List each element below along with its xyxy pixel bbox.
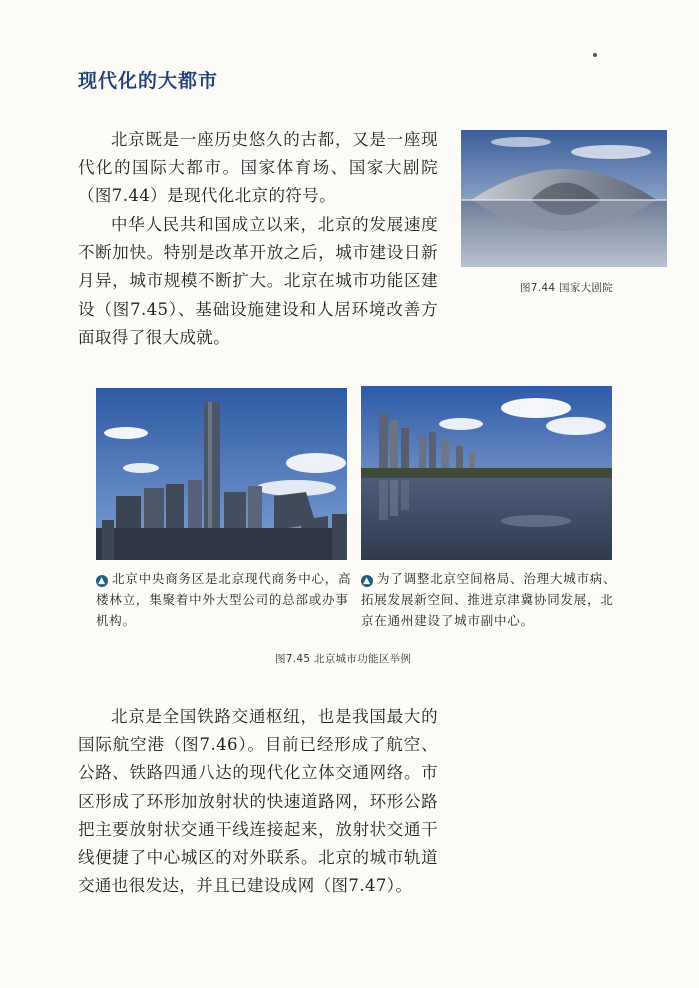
scan-speck bbox=[593, 53, 597, 57]
paragraph-development: 中华人民共和国成立以来，北京的发展速度不断加快。特别是改革开放之后，城市建设日新月异，城市规模不断扩大。北京在城市功能区建设（图7.45）、基础设施建设和人居环境改善方面取得了很大成就。 bbox=[78, 215, 438, 347]
figure-caption-7-45: 图7.45 北京城市功能区举例 bbox=[275, 653, 412, 665]
figure-caption-7-44: 图7.44 国家大剧院 bbox=[520, 282, 614, 294]
paragraph-intro: 北京既是一座历史悠久的古都，又是一座现代化的国际大都市。国家体育场、国家大剧院（图7.44）是现代化北京的符号。 bbox=[78, 130, 438, 206]
tongzhou-caption-text: 为了调整北京空间格局、治理大城市病、拓展发展新空间、推进京津冀协同发展，北京在通州建设了城市副中心。 bbox=[361, 571, 617, 628]
national-grand-theater-photo bbox=[461, 130, 667, 267]
paragraph-transport: 北京是全国铁路交通枢纽，也是我国最大的国际航空港（图7.46）。目前已经形成了航空、公路、铁路四通八达的现代化立体交通网络。市区形成了环形加放射状的快速道路网，环形公路把主要放射状交通干线连接起来，放射状交通干线便捷了中心城区的对外联系。北京的城市轨道交通也很发达，并且已建设成网（图7.47）。 bbox=[78, 707, 438, 896]
section-heading: 现代化的大都市 bbox=[78, 70, 219, 92]
up-arrow-icon: ▲ bbox=[96, 575, 108, 587]
tongzhou-subcenter-photo bbox=[361, 386, 612, 560]
up-arrow-icon: ▲ bbox=[361, 575, 373, 587]
cbd-caption bbox=[96, 568, 354, 631]
cbd-caption-text: 北京中央商务区是北京现代商务中心，高楼林立，集聚着中外大型公司的总部或办事机构。 bbox=[96, 571, 352, 628]
beijing-cbd-photo bbox=[96, 388, 347, 560]
tongzhou-caption bbox=[361, 568, 623, 631]
